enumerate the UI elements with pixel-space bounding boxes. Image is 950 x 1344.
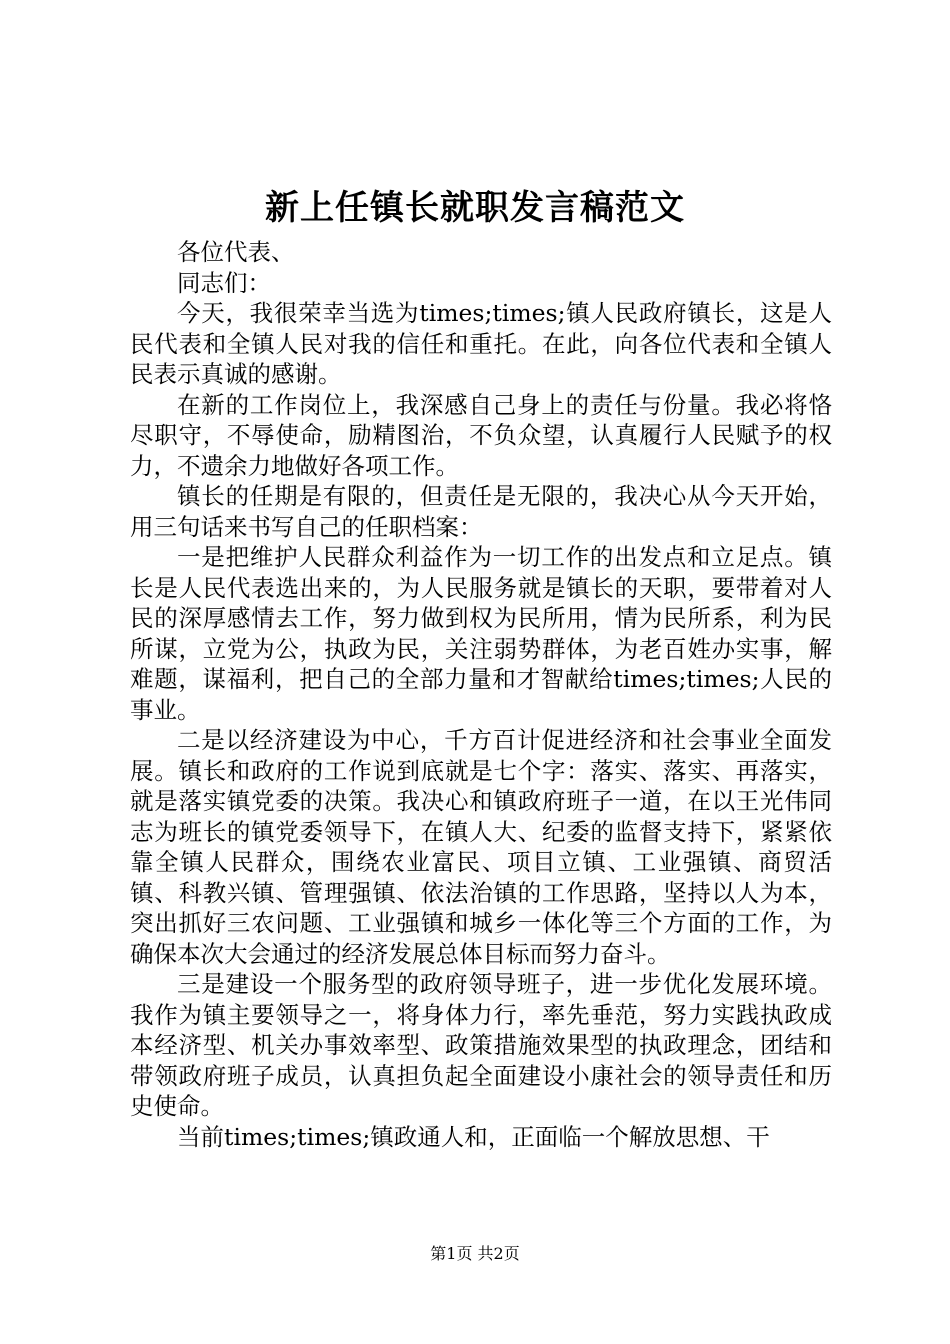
page-number-footer: 第1页 共2页 — [430, 1244, 520, 1263]
paragraph: 一是把维护人民群众利益作为一切工作的出发点和立足点。镇长是人民代表选出来的，为人民服务就是镇长的天职，要带着对人民的深厚感情去工作，努力做到权为民所用，情为民所系，利为民所谋，立党为公，执政为民，关注弱势群体，为老百姓办实事，解难题，谋福利，把自己的全部力量和才智献给times;times;人民的事业。 — [130, 543, 832, 724]
document-body — [130, 237, 832, 1152]
paragraph: 二是以经济建设为中心，千方百计促进经济和社会事业全面发展。镇长和政府的工作说到底就是七个字：落实、落实、再落实，就是落实镇党委的决策。我决心和镇政府班子一道，在以王光伟同志为班长的镇党委领导下，在镇人大、纪委的监督支持下，紧紧依靠全镇人民群众，围绕农业富民、项目立镇、工业强镇、商贸活镇、科教兴镇、管理强镇、依法治镇的工作思路，坚持以人为本，突出抓好三农问题、工业强镇和城乡一体化等三个方面的工作，为确保本次大会通过的经济发展总体目标而努力奋斗。 — [130, 726, 832, 968]
paragraph: 三是建设一个服务型的政府领导班子，进一步优化发展环境。我作为镇主要领导之一，将身体力行，率先垂范，努力实践执政成本经济型、机关办事效率型、政策措施效果型的执政理念，团结和带领政府班子成员，认真担负起全面建设小康社会的领导责任和历史使命。 — [130, 970, 832, 1120]
salutation-line-2: 同志们： — [177, 268, 271, 297]
paragraph: 在新的工作岗位上，我深感自己身上的责任与份量。我必将恪尽职守，不辱使命，励精图治，不负众望，认真履行人民赋予的权力，不遗余力地做好各项工作。 — [130, 390, 832, 480]
paragraph: 今天，我很荣幸当选为times;times;镇人民政府镇长，这是人民代表和全镇人民对我的信任和重托。在此，向各位代表和全镇人民表示真诚的感谢。 — [130, 299, 832, 388]
paragraph: 当前times;times;镇政通人和，正面临一个解放思想、干 — [177, 1122, 770, 1151]
salutation-line-1: 各位代表、 — [177, 238, 295, 266]
document-title: 新上任镇长就职发言稿范文 — [265, 188, 685, 228]
paragraph: 镇长的任期是有限的，但责任是无限的，我决心从今天开始，用三句话来书写自己的任职档案： — [130, 482, 832, 541]
